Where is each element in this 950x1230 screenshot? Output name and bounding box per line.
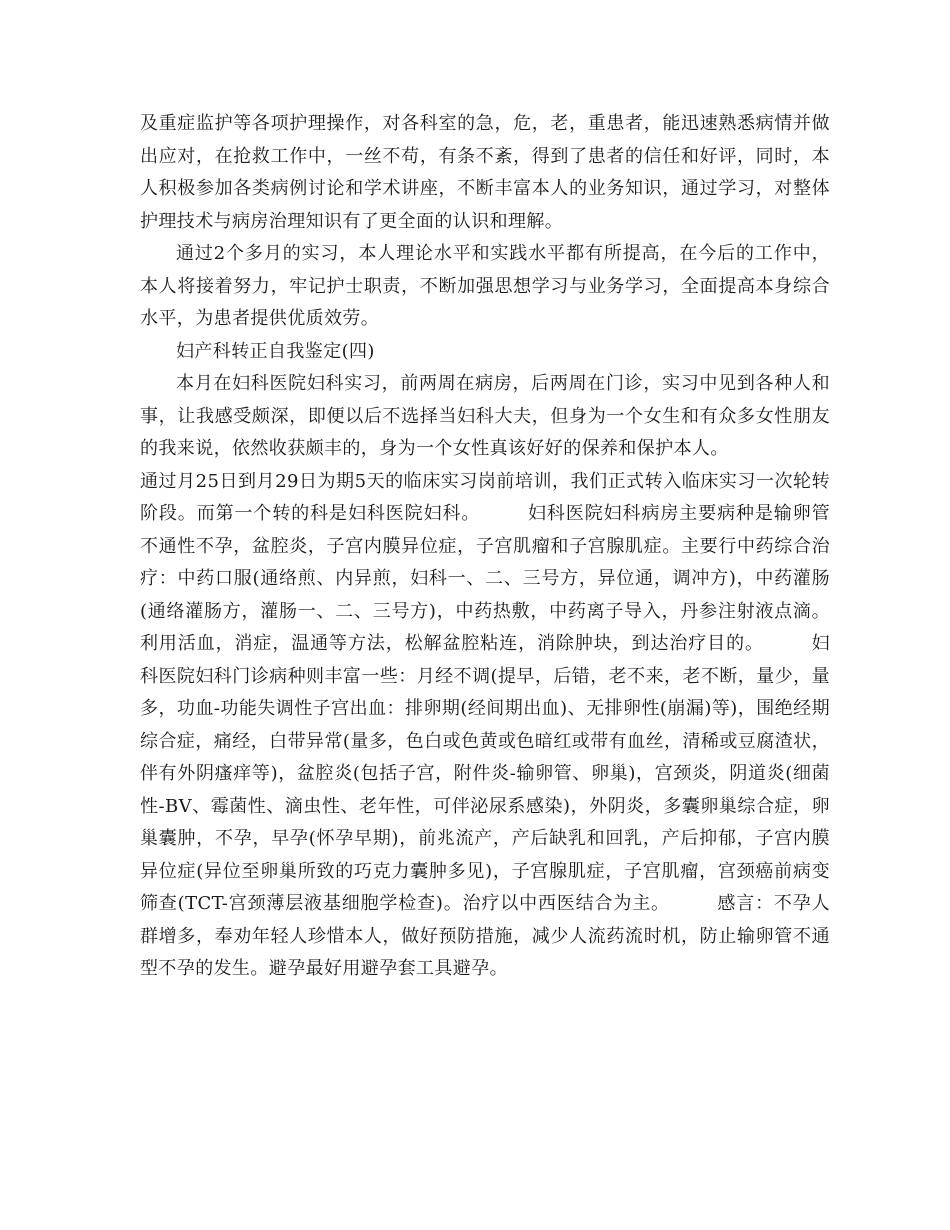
section-heading: 妇产科转正自我鉴定(四) <box>176 340 375 362</box>
paragraph-internship-summary: 通过2个多月的实习，本人理论水平和实践水平都有所提高，在今后的工作中，本人将接着努力，牢记护士职责，不断加强思想学习与业务学习，全面提高本身综合水平，为患者提供优质效劳。 <box>140 243 830 329</box>
paragraph-continued-nursing-duties: 及重症监护等各项护理操作，对各科室的急，危，老，重患者，能迅速熟悉病情并做出应对，在抢救工作中，一丝不苟，有条不紊，得到了患者的信任和好评，同时，本人积极参加各类病例讨论和学术讲座，不断丰富本人的业务知识，通过学习，对整体护理技术与病房治理知识有了更全面的认识和理解。 <box>140 113 830 232</box>
paragraph-clinical-rotation: 通过月25日到月29日为期5天的临床实习岗前培训，我们正式转入临床实习一次轮转阶段。而第一个转的科是妇科医院妇科。 妇科医院妇科病房主要病种是输卵管不通性不孕，盆腔炎，子宫内膜异位症，子宫肌瘤和子宫腺肌症。主要行中药综合治疗：中药口服(通络煎、内异煎，妇科一、二、三号方，异位通，调冲方)，中药灌肠(通络灌肠方，灌肠一、二、三号方)，中药热敷，中药离子导入，丹参注射液点滴。利用活血，消症，温通等方法，松解盆腔粘连，消除肿块，到达治疗目的。 妇科医院妇科门诊病种则丰富一些：月经不调(提早，后错，老不来，老不断，量少，量多，功血-功能失调性子宫出血：排卵期(经间期出血)、无排卵性(崩漏)等)，围绝经期综合症，痛经，白带异常(量多，色白或色黄或色暗红或带有血丝，清稀或豆腐渣状，伴有外阴瘙痒等)，盆腔炎(包括子宫，附件炎-输卵管、卵巢)，宫颈炎，阴道炎(细菌性-BV、霉菌性、滴虫性、老年性，可伴泌尿系感染)，外阴炎，多囊卵巢综合症，卵巢囊肿，不孕，早孕(怀孕早期)，前兆流产，产后缺乳和回乳，产后抑郁，子宫内膜异位症(异位至卵巢所致的巧克力囊肿多见)，子宫腺肌症，子宫肌瘤，宫颈癌前病变筛查(TCT-宫颈薄层液基细胞学检查)。治疗以中西医结合为主。 感言：不孕人群增多，奉劝年轻人珍惜本人，做好预防措施，减少人流药流时机，防止输卵管不通型不孕的发生。避孕最好用避孕套工具避孕。 <box>140 470 830 979</box>
document-body <box>140 108 830 986</box>
paragraph-gynecology-internship: 本月在妇科医院妇科实习，前两周在病房，后两周在门诊，实习中见到各种人和事，让我感受颇深，即便以后不选择当妇科大夫，但身为一个女生和有众多女性朋友的我来说，依然收获颇丰的，身为一个女性真该好好的保养和保护本人。 <box>140 373 830 459</box>
